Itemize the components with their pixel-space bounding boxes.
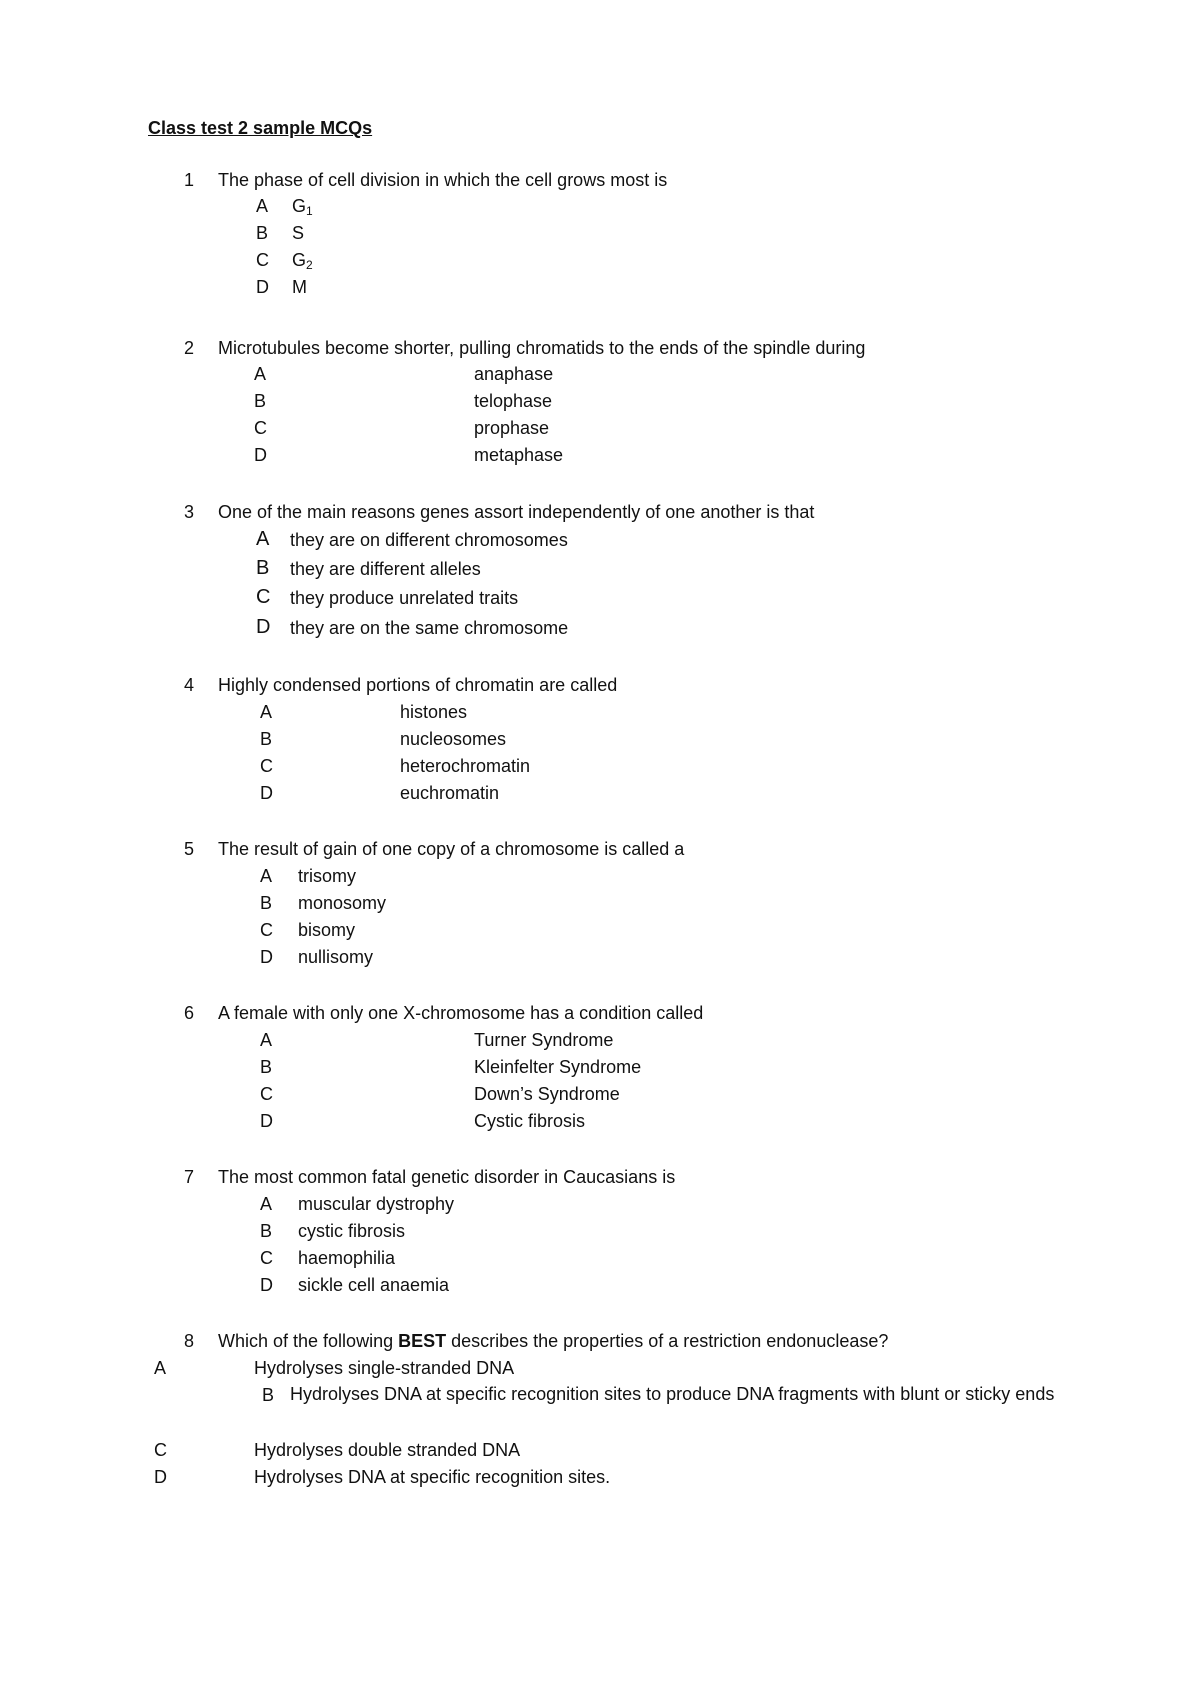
option-text: metaphase xyxy=(474,445,564,465)
option-letter: C xyxy=(256,250,269,270)
question-text: Highly condensed portions of chromatin are called xyxy=(218,675,618,695)
option-letter: C xyxy=(260,920,273,940)
question-text: The result of gain of one copy of a chromosome is called a xyxy=(218,839,685,859)
option-text: $G_1$ xyxy=(292,196,313,218)
option-letter: B xyxy=(260,893,273,913)
question-text: A female with only one X-chromosome has a condition called xyxy=(218,1003,704,1023)
option-text: Cystic fibrosis xyxy=(474,1111,586,1131)
option-letter: A xyxy=(254,364,267,384)
option-letter: A xyxy=(260,1030,273,1050)
option-letter: B xyxy=(260,1221,273,1241)
option-text: haemophilia xyxy=(298,1248,396,1268)
option-letter: A xyxy=(260,866,273,886)
option-letter: A xyxy=(256,528,270,550)
question-text: The phase of cell division in which the cell grows most is xyxy=(218,170,668,190)
option-text: bisomy xyxy=(298,920,356,940)
option-letter: D xyxy=(260,1275,273,1295)
option-letter: B xyxy=(254,391,267,411)
option-text: they are on the same chromosome xyxy=(290,618,569,638)
question-text: The most common fatal genetic disorder in Caucasians is xyxy=(218,1167,676,1187)
option-letter: D xyxy=(260,1111,273,1131)
option-letter: D xyxy=(256,277,269,297)
option-text: Hydrolyses DNA at specific recognition sites to produce DNA fragments with blunt or sticky ends xyxy=(290,1384,1055,1404)
option-text: Down’s Syndrome xyxy=(474,1084,620,1104)
option-letter: D xyxy=(154,1467,167,1487)
option-text: M xyxy=(292,277,307,297)
question-number: 2 xyxy=(184,338,195,358)
question-number: 6 xyxy=(184,1003,195,1023)
option-letter: C xyxy=(154,1440,167,1460)
option-text: trisomy xyxy=(298,866,356,886)
emphasis-best: BEST xyxy=(398,1331,447,1351)
option-text: nullisomy xyxy=(298,947,374,967)
question-text: One of the main reasons genes assort independently of one another is that xyxy=(218,502,815,522)
question-number: 1 xyxy=(184,170,195,190)
option-text: S xyxy=(292,223,305,243)
option-text: they are different alleles xyxy=(290,559,481,579)
option-text: euchromatin xyxy=(400,783,500,803)
option-text: muscular dystrophy xyxy=(298,1194,455,1214)
question-number: 8 xyxy=(184,1331,195,1351)
question-number: 3 xyxy=(184,502,195,522)
option-text: anaphase xyxy=(474,364,554,384)
option-text: histones xyxy=(400,702,468,722)
question-number: 4 xyxy=(184,675,195,695)
option-letter: A xyxy=(260,702,273,722)
option-letter: B xyxy=(262,1385,275,1405)
question-text: Microtubules become shorter, pulling chromatids to the ends of the spindle during xyxy=(218,338,866,358)
option-letter: B xyxy=(256,223,269,243)
option-text: $G_2$ xyxy=(292,250,313,272)
option-text: monosomy xyxy=(298,893,387,913)
option-letter: B xyxy=(260,729,273,749)
option-text: they produce unrelated traits xyxy=(290,588,519,608)
question-text: Which of the following BEST describes the properties of a restriction endonuclease? xyxy=(218,1331,889,1351)
option-text: heterochromatin xyxy=(400,756,531,776)
option-letter: C xyxy=(254,418,267,438)
option-text: prophase xyxy=(474,418,550,438)
option-letter: C xyxy=(260,1084,273,1104)
option-letter: B xyxy=(256,557,270,579)
option-letter: D xyxy=(256,616,271,638)
option-letter: A xyxy=(256,196,269,216)
option-text: sickle cell anaemia xyxy=(298,1275,450,1295)
question-number: 7 xyxy=(184,1167,195,1187)
option-letter: A xyxy=(260,1194,273,1214)
option-letter: D xyxy=(260,783,273,803)
question-number: 5 xyxy=(184,839,195,859)
option-text: Hydrolyses double stranded DNA xyxy=(254,1440,521,1460)
option-text: Kleinfelter Syndrome xyxy=(474,1057,642,1077)
option-letter: C xyxy=(256,586,271,608)
option-text: Hydrolyses single-stranded DNA xyxy=(254,1358,515,1378)
option-text: nucleosomes xyxy=(400,729,507,749)
option-text: Hydrolyses DNA at specific recognition sites. xyxy=(254,1467,611,1487)
option-letter: D xyxy=(254,445,267,465)
page-title: Class test 2 sample MCQs xyxy=(148,118,373,138)
option-letter: D xyxy=(260,947,273,967)
option-letter: B xyxy=(260,1057,273,1077)
option-text: cystic fibrosis xyxy=(298,1221,406,1241)
option-text: they are on different chromosomes xyxy=(290,530,568,550)
option-text: telophase xyxy=(474,391,553,411)
option-letter: C xyxy=(260,756,273,776)
option-text: Turner Syndrome xyxy=(474,1030,614,1050)
option-letter: C xyxy=(260,1248,273,1268)
option-letter: A xyxy=(154,1358,167,1378)
